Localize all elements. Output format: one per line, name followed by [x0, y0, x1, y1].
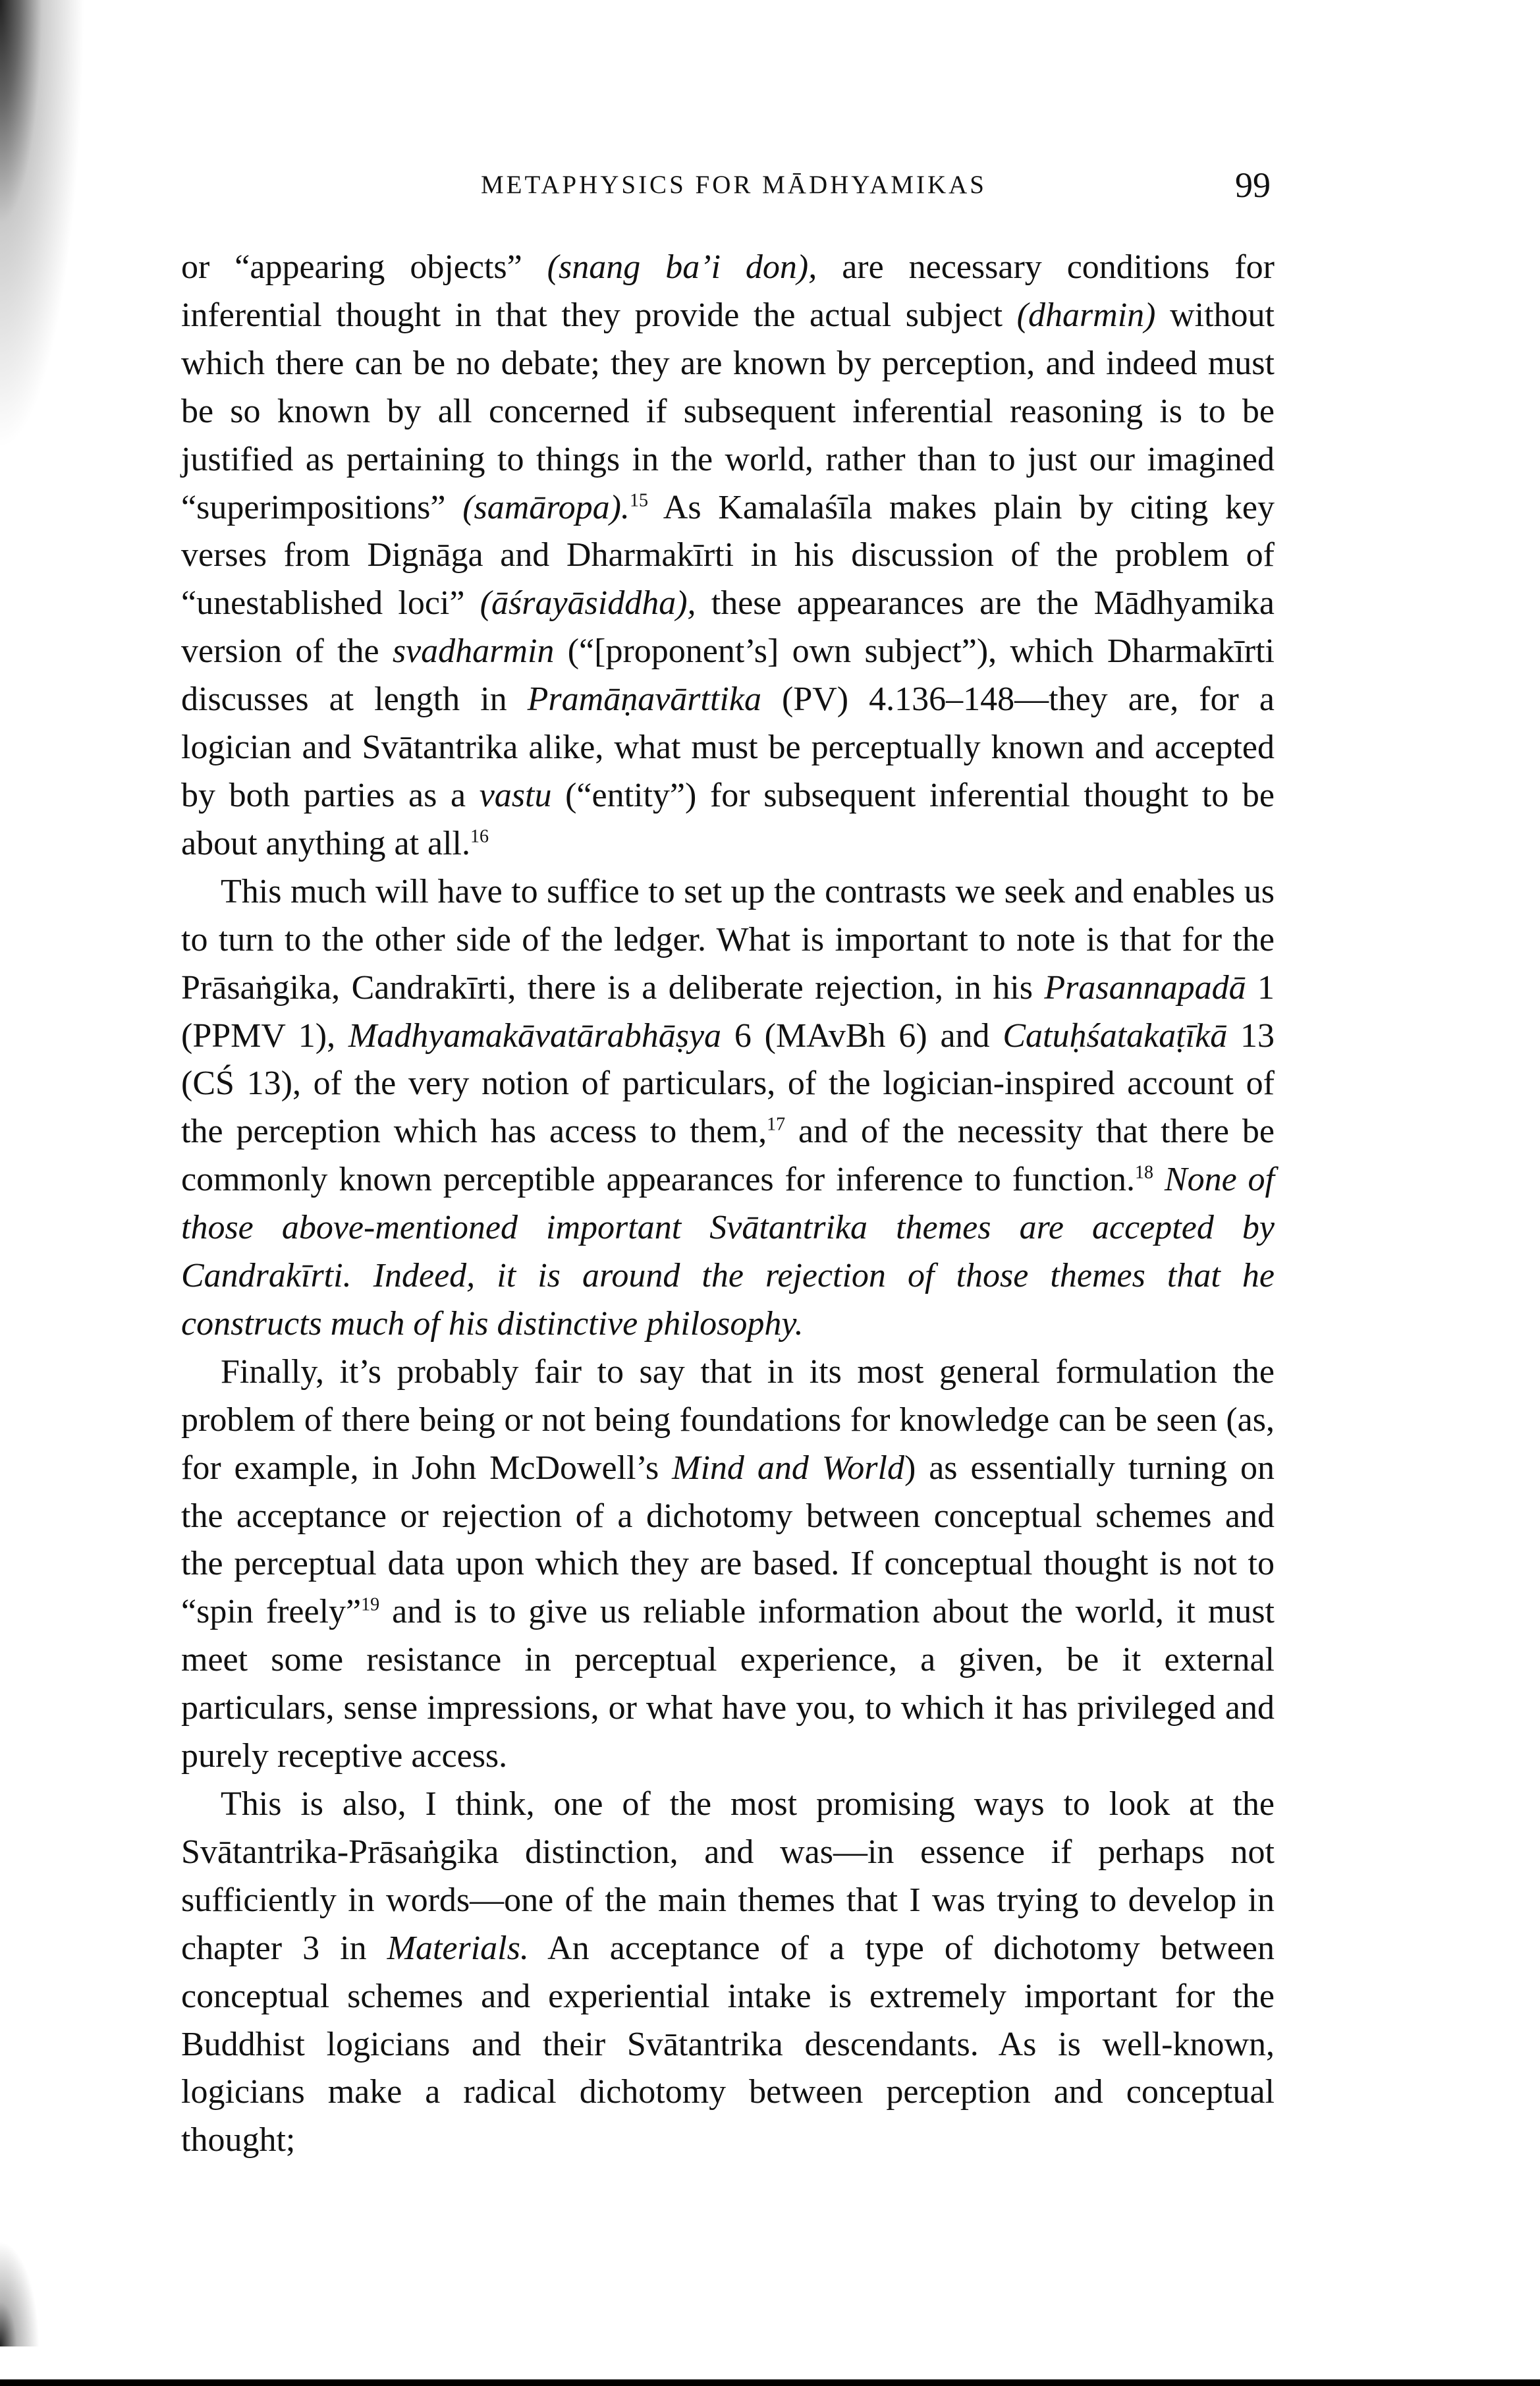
italic-text: None of those above-mentioned important Svātantrika themes are accepted by Candrakīrti. Indeed, it is around the rejection of those themes that he constructs much of his distinctive philosophy. — [181, 1161, 1275, 1343]
text-run: these appearances are the Mādhyamika version of the — [181, 584, 1275, 671]
text-run: (“entity”) for subsequent inferential thought to be about anything at all. — [181, 776, 1275, 862]
text-run: and is to give us reliable information about the world, it must meet some resistance in perceptual experience, a given, be it external particulars, sense impressions, or what have you, to which it has privileged and purely receptive access. — [181, 1593, 1275, 1775]
paragraph — [181, 868, 1275, 1348]
paragraph — [181, 244, 1275, 868]
italic-text: Mind and World — [672, 1449, 904, 1487]
text-run: (“[proponent’s] own subject”), which Dharmakīrti discusses at length in — [181, 632, 1275, 719]
italic-text: Pramāṇavārttika — [527, 680, 761, 719]
footnote-marker: 19 — [361, 1595, 380, 1616]
body-text — [181, 244, 1275, 2165]
italic-text: svadharmin — [392, 632, 555, 671]
text-run: This much will have to suffice to set up the contrasts we seek and enables us to turn to the other side of the ledger. What is important to note is that for the Prāsaṅgika, Candrakīrti, there is a deliberate rejection, in his — [181, 872, 1275, 1007]
text-run: (PV) 4.136–148—they are, for a logician and Svātantrika alike, what must be perceptually known and accepted by both parties as a — [181, 680, 1275, 814]
scan-edge-shadow-bottom — [0, 2241, 40, 2346]
text-run — [1153, 1161, 1165, 1198]
italic-text: (āśrayāsiddha), — [480, 584, 696, 623]
footnote-marker: 17 — [767, 1114, 786, 1135]
text-run: or “appearing objects” — [181, 248, 547, 286]
text-run: without which there can be no debate; they are known by perception, and indeed must be so known by all concerned if subsequent inferential reasoning is to be justified as pertaining to things in the world, rather than to just our imagined “superimpositions” — [181, 296, 1275, 526]
paragraph — [181, 1781, 1275, 2165]
footnote-marker: 18 — [1135, 1162, 1153, 1183]
text-run: An acceptance of a type of dichotomy between conceptual schemes and experiential intake is extremely important for the Buddhist logicians and their Svātantrika descendants. As is well-known, logicians make a radical dichotomy between perception and conceptual thought; — [181, 1929, 1275, 2159]
footnote-marker: 15 — [629, 490, 648, 511]
text-run: 13 (CŚ 13), of the very notion of particulars, of the logician-inspired account of the perception which has access to them, — [181, 1016, 1275, 1151]
paragraph — [181, 1348, 1275, 1781]
italic-text: (snang ba’i don), — [547, 248, 817, 286]
italic-text: Prasannapadā — [1044, 968, 1246, 1007]
text-run: 1 (PPMV 1), — [181, 968, 1275, 1055]
scan-edge-shadow — [0, 0, 99, 527]
scan-bottom-border — [0, 2379, 1540, 2386]
footnote-marker: 16 — [470, 826, 489, 847]
text-run: and of the necessity that there be commonly known perceptible appearances for inference to function. — [181, 1113, 1275, 1199]
text-run: ) as essentially turning on the acceptance or rejection of a dichotomy between conceptual schemes and the perceptual data upon which they are based. If conceptual thought is not to “spin freely” — [181, 1449, 1275, 1631]
italic-text: Madhyamakāvatārabhāṣya — [348, 1016, 722, 1055]
text-run: As Kamalaśīla makes plain by citing key verses from Dignāga and Dharmakīrti in his discussion of the problem of “unestablished loci” — [181, 488, 1275, 623]
text-run: 6 (MAvBh 6) and — [721, 1016, 1003, 1055]
text-run: are necessary conditions for inferential thought in that they provide the actual subject — [181, 248, 1275, 334]
text-run: Finally, it’s probably fair to say that in its most general formulation the problem of there being or not being foundations for knowledge can be seen (as, for example, in John McDowell’s — [181, 1352, 1275, 1487]
italic-text: (samāropa). — [462, 488, 630, 526]
italic-text: Materials. — [387, 1929, 529, 1967]
text-run: This is also, I think, one of the most promising ways to look at the Svātantrika-Prāsaṅgika distinction, and was—in essence if perhaps not sufficiently in words—one of the main themes that I was trying to develop in chapter 3 in — [181, 1785, 1275, 1967]
italic-text: (dharmin) — [1016, 296, 1156, 334]
running-head: METAPHYSICS FOR MĀDHYAMIKAS — [481, 171, 987, 199]
italic-text: Catuḥśatakaṭīkā — [1003, 1016, 1228, 1055]
page-number: 99 — [1235, 165, 1271, 205]
italic-text: vastu — [479, 776, 552, 814]
